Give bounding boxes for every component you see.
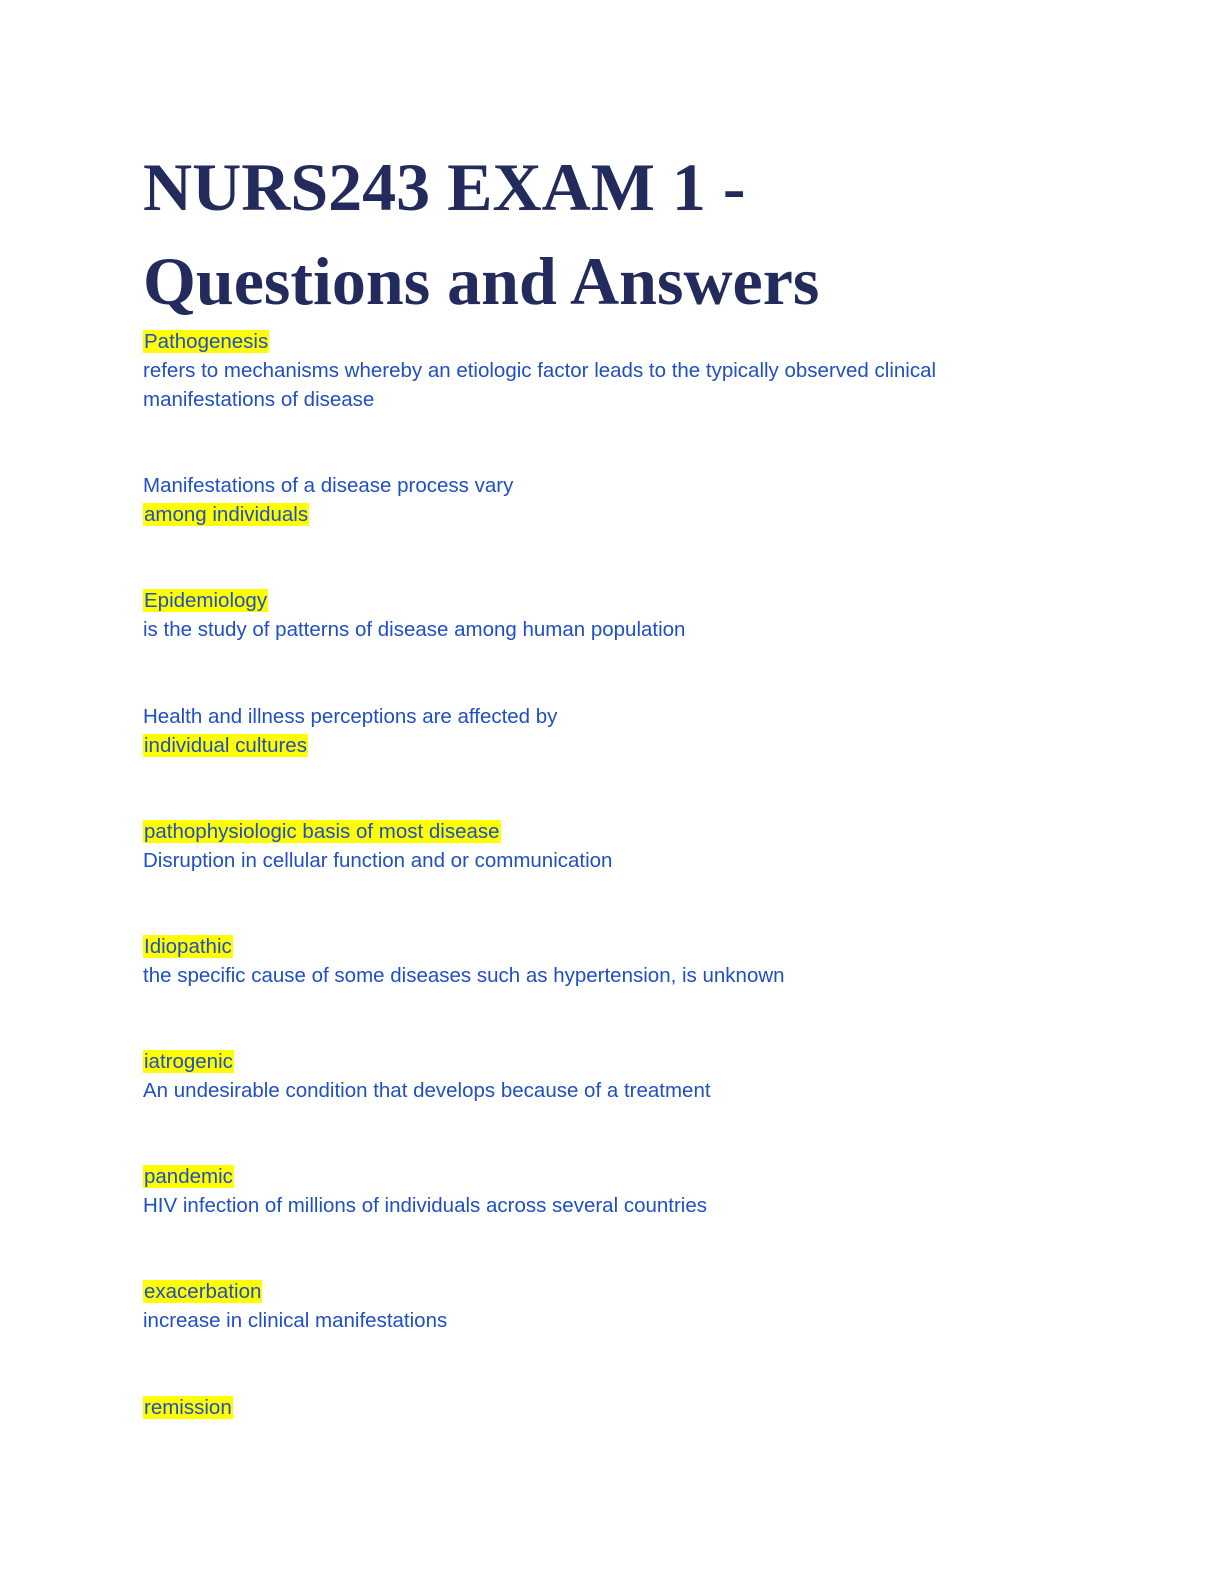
document-title — [143, 140, 1103, 328]
highlighted-term: Pathogenesis — [144, 330, 269, 353]
highlighted-term: Epidemiology — [144, 589, 268, 612]
highlighted-term: pathophysiologic basis of most disease — [144, 820, 500, 843]
qa-card — [143, 1047, 1043, 1105]
qa-card — [143, 327, 1043, 414]
qa-card — [143, 1162, 1043, 1220]
highlighted-term: iatrogenic — [144, 1050, 233, 1073]
definition-text: HIV infection of millions of individuals across several countries — [143, 1194, 708, 1217]
definition-text: increase in clinical manifestations — [143, 1309, 448, 1332]
qa-card — [143, 1393, 1043, 1422]
highlighted-term: pandemic — [144, 1165, 233, 1188]
highlighted-term: exacerbation — [144, 1280, 262, 1303]
qa-card — [143, 586, 1043, 644]
highlighted-answer: individual cultures — [144, 734, 307, 757]
qa-card — [143, 932, 1043, 990]
definition-text: is the study of patterns of disease among human population — [143, 618, 686, 641]
title-line-2: Questions and Answers — [143, 243, 820, 319]
qa-card — [143, 817, 1043, 875]
definition-text: refers to mechanisms whereby an etiologic factor leads to the typically observed clinical manifestations of disease — [143, 359, 937, 411]
definition-text: An undesirable condition that develops because of a treatment — [143, 1079, 711, 1102]
highlighted-term: remission — [144, 1396, 232, 1419]
prompt-text: Manifestations of a disease process vary — [143, 474, 514, 497]
title-line-1: NURS243 EXAM 1 - — [143, 149, 746, 225]
highlighted-term: Idiopathic — [144, 935, 232, 958]
definition-text: the specific cause of some diseases such as hypertension, is unknown — [143, 964, 785, 987]
prompt-text: Health and illness perceptions are affected by — [143, 705, 558, 728]
highlighted-answer: among individuals — [144, 503, 309, 526]
qa-card — [143, 702, 1043, 760]
definition-text: Disruption in cellular function and or communication — [143, 849, 613, 872]
qa-card — [143, 1277, 1043, 1335]
qa-card — [143, 471, 1043, 529]
